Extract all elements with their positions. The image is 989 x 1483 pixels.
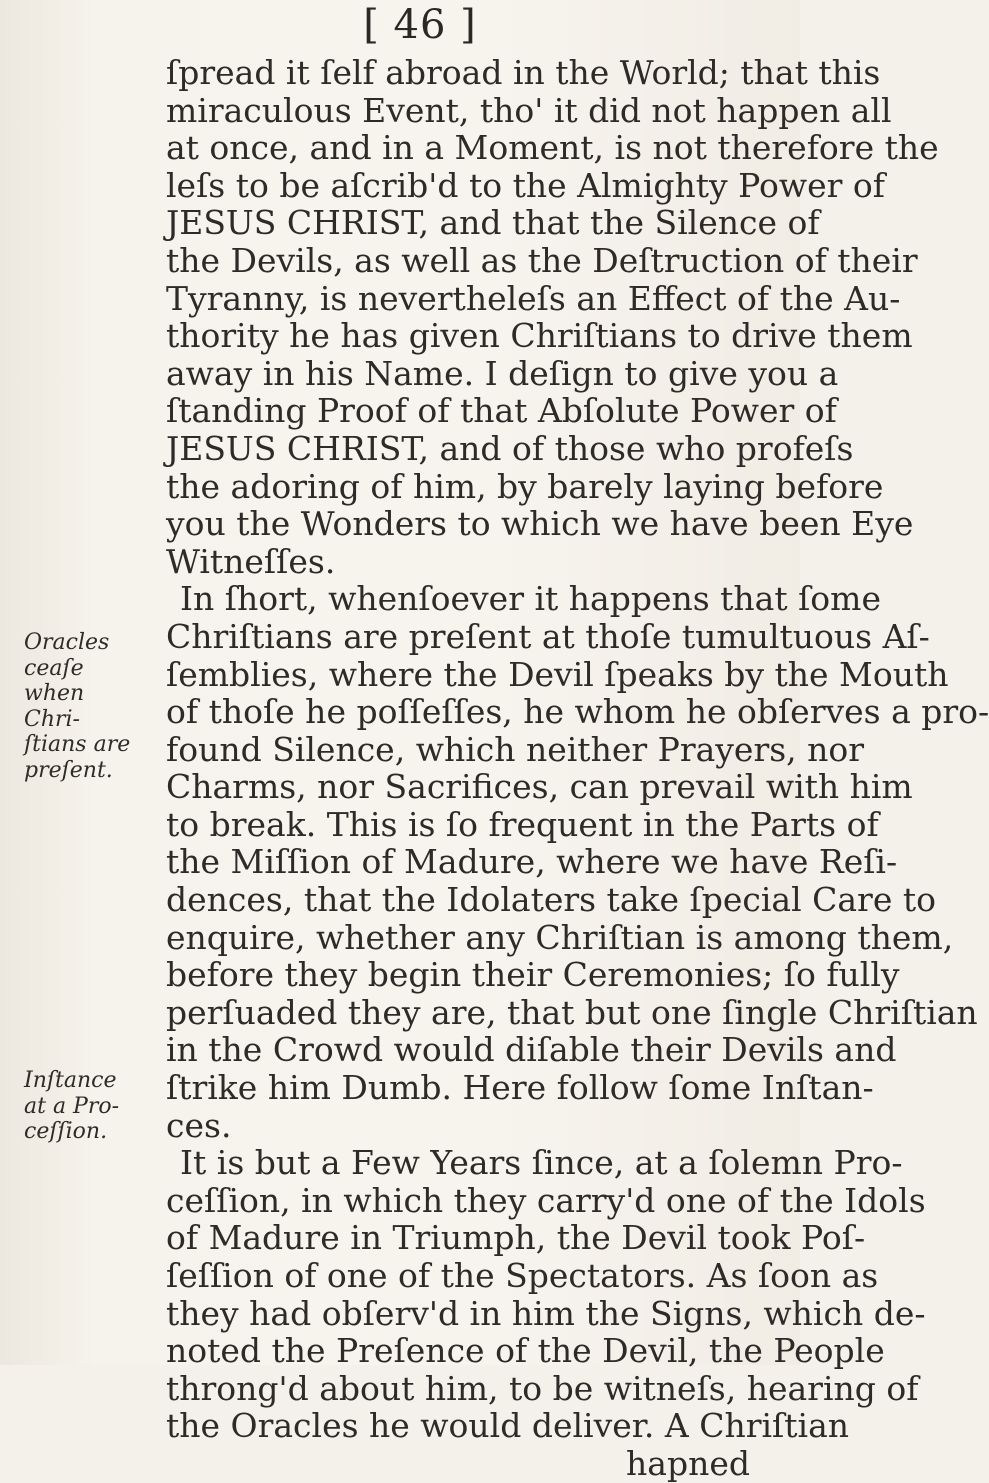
margin-note-line: when — [24, 681, 85, 706]
text-line: hapned — [626, 1443, 750, 1483]
margin-note-line: Oracles — [24, 630, 110, 655]
text-line: enquire, whether any Chriſtian is among them, — [166, 917, 954, 957]
text-line: JESUS CHRIST, and of those who profeſs — [166, 428, 854, 468]
text-line: the Miſſion of Madure, where we have Reſi- — [166, 842, 898, 882]
text-line: at once, and in a Moment, is not therefore the — [166, 128, 939, 168]
text-line: Charms, nor Sacrifices, can prevail with him — [166, 767, 913, 807]
text-line: they had obſerv'd in him the Signs, which de- — [166, 1293, 926, 1333]
text-line: thority he has given Chriſtians to drive them — [166, 316, 913, 356]
text-line: In ſhort, whenſoever it happens that ſome — [180, 579, 881, 619]
margin-note-oracles — [24, 630, 144, 783]
text-line: the adoring of him, by barely laying before — [166, 466, 884, 506]
margin-note-line: ceſſion. — [24, 1119, 108, 1144]
page-number: [ 46 ] — [363, 2, 477, 48]
text-line: It is but a Few Years ſince, at a ſolemn Pro- — [180, 1143, 903, 1183]
margin-note-line: Inſtance — [24, 1068, 117, 1093]
margin-note-instance — [24, 1068, 144, 1145]
text-line: you the Wonders to which we have been Eye — [166, 504, 914, 544]
text-line: ſeſſion of one of the Spectators. As ſoon as — [166, 1256, 879, 1295]
text-line: of Madure in Triumph, the Devil took Poſ- — [166, 1218, 866, 1258]
text-line: in the Crowd would diſable their Devils and — [166, 1030, 897, 1070]
text-line: ceſſion, in which they carry'd one of the Idols — [166, 1180, 926, 1220]
text-line: dences, that the Idolaters take ſpecial Care to — [166, 880, 936, 920]
text-line: noted the Preſence of the Devil, the People — [166, 1331, 885, 1371]
text-line: before they begin their Ceremonies; ſo fully — [166, 955, 900, 995]
text-line: ſtrike him Dumb. Here follow ſome Inſtan- — [166, 1068, 874, 1108]
margin-note-line: preſent. — [24, 757, 113, 783]
text-line: JESUS CHRIST, and that the Silence of — [166, 203, 820, 243]
text-line: the Oracles he would deliver. A Chriſtian — [166, 1406, 850, 1446]
text-line: ces. — [166, 1105, 232, 1145]
text-line: Tyranny, is nevertheleſs an Effect of the Au- — [166, 278, 901, 318]
margin-note-line: Chri- — [24, 706, 80, 732]
margin-note-line: ceaſe — [24, 655, 84, 681]
text-line: ſtanding Proof of that Abſolute Power of — [166, 391, 837, 431]
text-line: throng'd about him, to be witneſs, hearing of — [166, 1368, 919, 1408]
margin-note-line: at a Pro- — [24, 1093, 120, 1119]
text-line: Witneſſes. — [166, 541, 336, 581]
body-text — [166, 53, 989, 1483]
text-line: miraculous Event, tho' it did not happen all — [166, 90, 892, 130]
text-line: leſs to be aſcrib'd to the Almighty Power of — [166, 165, 886, 205]
text-line: of thoſe he poſſeſſes, he whom he obſerves a pro- — [166, 692, 989, 732]
text-line: ſemblies, where the Devil ſpeaks by the Mouth — [166, 654, 949, 694]
text-line: perſuaded they are, that but one ſingle Chriſtian — [166, 992, 978, 1032]
text-line: ſpread it ſelf abroad in the World; that this — [166, 53, 881, 92]
margin-note-line: ſtians are — [24, 732, 131, 757]
text-line: found Silence, which neither Prayers, nor — [166, 729, 865, 769]
text-line: the Devils, as well as the Deſtruction of their — [166, 240, 918, 280]
text-line: to break. This is ſo frequent in the Parts of — [166, 804, 879, 844]
text-line: away in his Name. I deſign to give you a — [166, 353, 839, 393]
text-line: Chriſtians are preſent at thoſe tumultuous Aſ- — [166, 616, 930, 656]
